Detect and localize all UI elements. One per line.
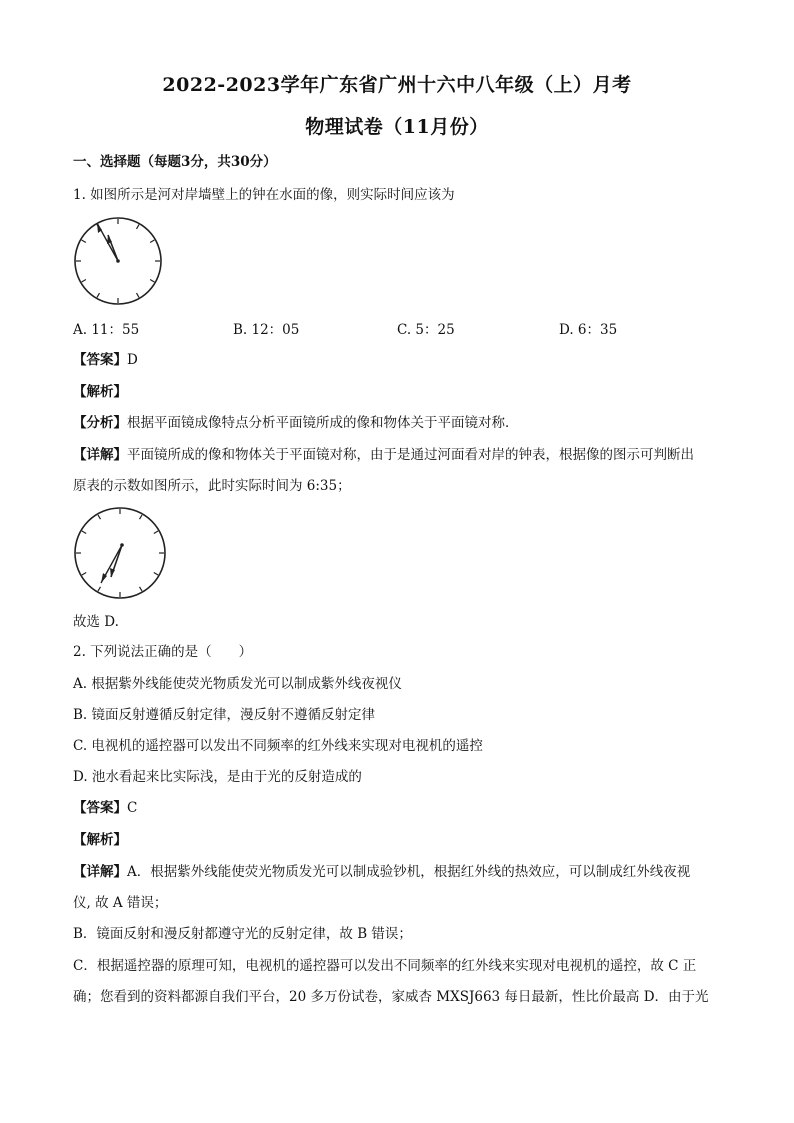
section-heading: 一、选择题（每题3分，共30分） (73, 154, 277, 170)
q2-option-c: C. 电视机的遥控器可以发出不同频率的红外线来实现对电视机的遥控 (73, 738, 483, 754)
q1-option-c: C. 5：25 (397, 322, 455, 338)
q2-option-b: B. 镜面反射遵循反射定律，漫反射不遵循反射定律 (73, 707, 376, 723)
mirror-clock-figure (70, 213, 166, 309)
answer-label: 【答案】 (73, 800, 127, 816)
answer-value: D (127, 352, 138, 368)
q1-analysis (73, 411, 519, 431)
q1-detail-line2: 原表的示数如图所示，此时实际时间为 6:35； (73, 478, 351, 494)
answer-label: 【答案】 (73, 352, 127, 368)
q1-option-b: B. 12：05 (233, 322, 300, 338)
answer-value: C (127, 800, 138, 816)
detail-text: 平面镜所成的像和物体关于平面镜对称，由于是通过河面看对岸的钟表，根据像的图示可判断出 (127, 447, 694, 463)
q2-detail-line5: 确；您看到的资料都源自我们平台，20 多万份试卷，家威杏 MXSJ663 每日最新，性比价最高 D．由于光 (73, 989, 709, 1005)
q2-detail-line2: 仪, 故 A 错误； (73, 895, 168, 911)
q2-option-a: A. 根据紫外线能使荧光物质发光可以制成紫外线夜视仪 (73, 676, 402, 692)
q2-jiexi-label: 【解析】 (73, 832, 127, 848)
q2-answer (73, 796, 137, 816)
detail-text: A．根据紫外线能使荧光物质发光可以制成验钞机，根据红外线的热效应，可以制成红外线夜视 (127, 864, 691, 880)
detail-label: 【详解】 (73, 864, 127, 880)
q2-detail-line3: B．镜面反射和漫反射都遵守光的反射定律，故 B 错误； (73, 926, 412, 942)
exam-title: 2022-2023学年广东省广州十六中八年级（上）月考 (162, 74, 632, 96)
q1-option-d: D. 6：35 (559, 322, 618, 338)
analysis-text: 根据平面镜成像特点分析平面镜所成的像和物体关于平面镜对称． (127, 415, 519, 431)
q1-answer (73, 348, 138, 368)
q1-detail-line1 (73, 443, 694, 463)
q1-option-a: A. 11：55 (73, 322, 140, 338)
q2-detail-line1 (73, 860, 690, 880)
q2-option-d: D. 池水看起来比实际浅，是由于光的反射造成的 (73, 769, 362, 785)
q2-stem: 2. 下列说法正确的是（ ） (73, 644, 253, 660)
exam-subtitle: 物理试卷（11月份） (305, 116, 489, 138)
detail-label: 【详解】 (73, 447, 127, 463)
q1-jiexi-label: 【解析】 (73, 384, 127, 400)
q2-detail-line4: C．根据遥控器的原理可知，电视机的遥控器可以发出不同频率的红外线来实现对电视机的遥控，故 C 正 (73, 958, 697, 974)
q1-conclusion: 故选 D. (73, 614, 119, 630)
analysis-label: 【分析】 (73, 415, 127, 431)
q1-stem: 1. 如图所示是河对岸墙壁上的钟在水面的像，则实际时间应该为 (73, 187, 455, 203)
actual-clock-figure (70, 503, 170, 603)
